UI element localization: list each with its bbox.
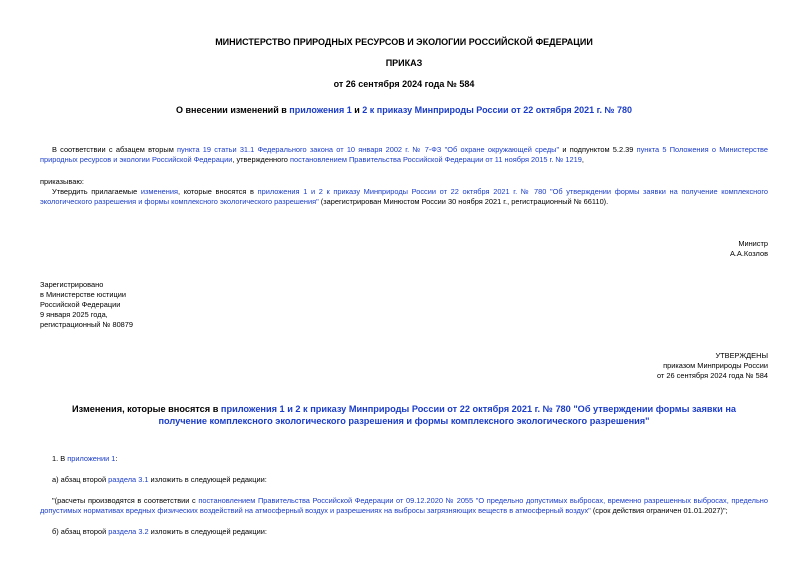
document-date-number: от 26 сентября 2024 года № 584	[333, 79, 475, 89]
approve-text: Утвердить прилагаемые	[52, 187, 141, 196]
signature-block	[730, 239, 768, 259]
link-federal-law[interactable]: пункта 19 статьи 31.1 Федерального закона от 10 января 2002 г. № 7-ФЗ "Об охране окружающей среды"	[177, 145, 560, 154]
ministry-heading: МИНИСТЕРСТВО ПРИРОДНЫХ РЕСУРСОВ И ЭКОЛОГИИ РОССИЙСКОЙ ФЕДЕРАЦИИ	[215, 37, 593, 47]
title-text: О внесении изменений в	[175, 105, 290, 115]
link-section-3-2[interactable]: раздела 3.2	[108, 527, 149, 536]
signature-name: А.А.Козлов	[729, 249, 768, 258]
item-text: изложить в следующей редакции:	[148, 475, 267, 484]
approval-line: УТВЕРЖДЕНЫ	[715, 351, 768, 360]
registration-line: регистрационный № 80879	[40, 320, 134, 329]
preamble-text: В соответствии с абзацем вторым	[52, 145, 178, 154]
quote-text: (срок действия ограничен 01.01.2027)";	[590, 506, 728, 515]
item-1a	[40, 475, 768, 485]
order-word: приказываю:	[40, 177, 84, 186]
link-changes-order-780[interactable]: приложения 1 и 2 к приказу Минприроды России от 22 октября 2021 г. № 780 "Об утверждении формы заявки на получение комплексного экологического разрешения и формы комплексного экологического разрешения"	[158, 404, 736, 426]
link-government-decree[interactable]: постановлением Правительства Российской Федерации от 11 ноября 2015 г. № 1219	[289, 155, 582, 164]
item-1	[40, 454, 768, 464]
link-changes[interactable]: изменения	[140, 187, 178, 196]
item-text: :	[115, 454, 118, 463]
changes-title-text: Изменения, которые вносятся в	[72, 404, 221, 414]
item-text: изложить в следующей редакции:	[148, 527, 267, 536]
registration-line: 9 января 2025 года,	[40, 310, 108, 319]
item-text: 1. В	[52, 454, 68, 463]
approval-line: приказом Минприроды России	[663, 361, 768, 370]
preamble-text: и подпунктом 5.2.39	[559, 145, 637, 154]
registration-line: Зарегистрировано	[40, 280, 104, 289]
document-type: ПРИКАЗ	[385, 58, 423, 68]
document-title	[40, 104, 768, 116]
approve-text: , которые вносятся в	[178, 187, 258, 196]
approve-paragraph	[40, 187, 768, 207]
link-section-3-1[interactable]: раздела 3.1	[108, 475, 149, 484]
link-decree-2055[interactable]: постановлением Правительства Российской Федерации от 09.12.2020 № 2055 "О предельно допустимых выбросах, временно разрешенных выбросах, предельно допустимых нормативах вредных физических воздействий на атмосферный воздух и разрешениях на выбросы загрязняющих веществ в атмосферный воздух"	[40, 496, 768, 515]
approval-block	[657, 351, 768, 381]
item-text: а) абзац второй	[52, 475, 109, 484]
quote-text: "(расчеты производятся в соответствии с	[52, 496, 199, 505]
approval-line: от 26 сентября 2024 года № 584	[656, 371, 768, 380]
link-appendix-1[interactable]: приложении 1	[67, 454, 116, 463]
signature-position: Министр	[738, 239, 768, 248]
registration-block	[40, 280, 133, 330]
preamble-paragraph	[40, 145, 768, 165]
preamble-text: ,	[581, 155, 584, 164]
approve-text: (зарегистрирован Минюстом России 30 ноября 2021 г., регистрационный № 66110).	[318, 197, 609, 206]
link-order-780[interactable]: приложения 1 и 2 к приказу Минприроды России от 22 октября 2021 г. № 780 "Об утверждении формы заявки на получение комплексного экологического разрешения и формы комплексного экологического разрешения"	[40, 187, 768, 206]
link-ministry-regulation[interactable]: пункта 5 Положения о Министерстве природных ресурсов и экологии Российской Федерации	[40, 145, 768, 164]
title-text-and: и	[351, 105, 363, 115]
item-1b	[40, 527, 768, 537]
quote-paragraph	[40, 496, 768, 516]
title-link-appendix-2[interactable]: 2 к приказу Минприроды России от 22 октября 2021 г. № 780	[362, 105, 633, 115]
registration-line: в Министерстве юстиции	[40, 290, 127, 299]
preamble-text: , утвержденного	[232, 155, 290, 164]
title-link-appendix-1[interactable]: приложения 1	[289, 105, 352, 115]
changes-title	[60, 403, 748, 427]
registration-line: Российской Федерации	[40, 300, 121, 309]
item-text: б) абзац второй	[52, 527, 109, 536]
